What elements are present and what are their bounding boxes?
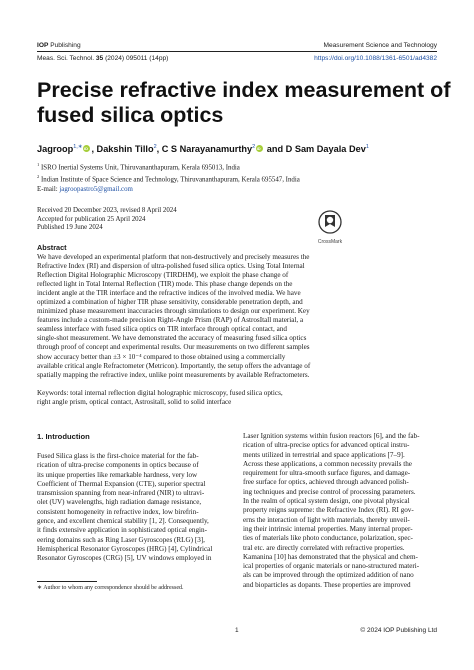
author-4: and D Sam Dayala Dev — [264, 144, 366, 155]
abstract-body: We have developed an experimental platform that non-destructively and precisely measures the Refractive Index (RI) and dispersion of ultra-polished fused silica optics. Using Total Internal Reflection Digital Holographic Microscopy (TIRDHM), we exploit the phase change of reflected light in Total Internal Reflection (TIR) mode. This phase change depends on the incident angle at the TIR interface and the refractive indices of the involved media. We have optimized a combination of higher TIR phase sensitivity, considerable penetration depth, and minimized phase measurement inaccuracies through simulations to design our experiment. Key features include a custom-made precision Right-Angle Prism (RAP) of AstrosItall material, a seamless interface with fused silica optics on TIR interface through optical contact, and single-shot measurement. We have demonstrated the accuracy of measuring fused silica optics through proof of concept and experimental results. Our measurements on two different samples show accuracy better than ±3 × 10⁻⁴ compared to those obtained using a commercially available critical angle Refractometer (Metricon). Importantly, the setup offers the advantage of spatially mapping the refractive index, unlike point measurements by available Refractometers. — [37, 253, 311, 379]
doi-link[interactable]: https://doi.org/10.1088/1361-6501/ad4382 — [314, 55, 437, 62]
intro-right-column: Laser Ignition systems within fusion reactors [6], and the fab- rication of ultra-precise optics for advanced optical instru- ments utilized in terrestrial and space applications [7–9]. Across these applications, a common necessity prevails the requirement for ultra-smooth surface figures, and damage- free surface for optics, achieved through advanced polish- ing techniques and precise control of processing parameters. In the realm of optical system design, one pivotal physical property reigns supreme: the Refractive Index (RI). RI gov- erns the interaction of light with materials, thereby unveil- ing their intrinsic internal properties. Many internal proper- ties of materials like photo conductance, polarization, spec- tral etc. are directly correlated with refractive properties. Kamanina [10] has demonstrated that the physical and chem- ical properties of organic materials or nano-structured materi- als can be improved through the optimized addition of nano and bioparticles as dopants. These properties are improved — [243, 432, 420, 589]
orcid-icon[interactable] — [256, 145, 263, 152]
received-date: Received 20 December 2023, revised 8 April 2024 — [37, 207, 177, 214]
published-date: Published 19 June 2024 — [37, 224, 103, 232]
crossmark-icon — [318, 210, 342, 234]
affiliation-2: $^2$ Indian Institute of Space Science and Technology, Thiruvananthapuram, Kerala 695547, India — [37, 173, 300, 184]
affiliation-1: $^1$ ISRO Inertial Systems Unit, Thiruvananthapuram, Kerala 695013, India — [37, 162, 240, 172]
keywords: Keywords: total internal reflection digital holographic microscopy, fused silica optics, right angle prism, optical contact, Astrositall, solid to solid interface — [37, 389, 283, 407]
email-link[interactable]: jagroopastro5@gmail.com — [59, 186, 133, 193]
article-dates — [37, 207, 177, 233]
author-2: , Dakshin Tillo — [91, 144, 154, 155]
page-number: 1 — [235, 627, 239, 634]
citation: Meas. Sci. Technol. 35 (2024) 095011 (14pp) — [37, 55, 169, 62]
accepted-date: Accepted for publication 25 April 2024 — [37, 215, 146, 223]
intro-left-column: Fused Silica glass is the first-choice material for the fab- rication of ultra-precise components in optics because of its unique properties like remarkable hardness, very low Coefficient of Thermal Expansion (CTE), superior spectral transmission spanning from near-infrared (NIR) to ultravi- olet (UV) wavelengths, high radiation damage resistance, consistent homogeneity in refractive index, low birefrin- gence, and excellent chemical stability [1, 2]. Consequently, it finds extensive application in sophisticated optical engin- eering domains such as Ring Laser Gyroscopes (RLG) [3], Hemispherical Resonator Gyroscopes (HRG) [4], Cylindrical Resonator Gyroscopes (CRG) [5], UV windows employed in — [37, 452, 213, 563]
footnote: ∗ Author to whom any correspondence should be addressed. — [37, 585, 184, 591]
email-line: E-mail: jagroopastro5@gmail.com — [37, 186, 133, 193]
author-1: Jagroop — [37, 144, 74, 155]
journal-name: Measurement Science and Technology — [323, 42, 437, 49]
section-heading-introduction: 1. Introduction — [37, 432, 90, 441]
header-rule — [37, 51, 437, 52]
abstract-heading: Abstract — [37, 243, 67, 252]
footnote-rule — [37, 581, 97, 582]
copyright: © 2024 IOP Publishing Ltd — [360, 627, 437, 634]
publisher-name: IOP Publishing — [37, 42, 81, 49]
author-3: , C S Narayanamurthy — [156, 144, 253, 155]
article-title: Precise refractive index measurement of fused silica optics — [37, 78, 451, 127]
orcid-icon[interactable] — [83, 145, 90, 152]
author-list: Jagroop$^{1,∗}$iD , Dakshin Tillo$^2$, C S Narayanamurthy$^2$iD and D Sam Dayala Dev$^1$ — [37, 141, 369, 155]
affiliations — [37, 161, 300, 185]
crossmark-badge[interactable]: CrossMark — [313, 210, 347, 245]
